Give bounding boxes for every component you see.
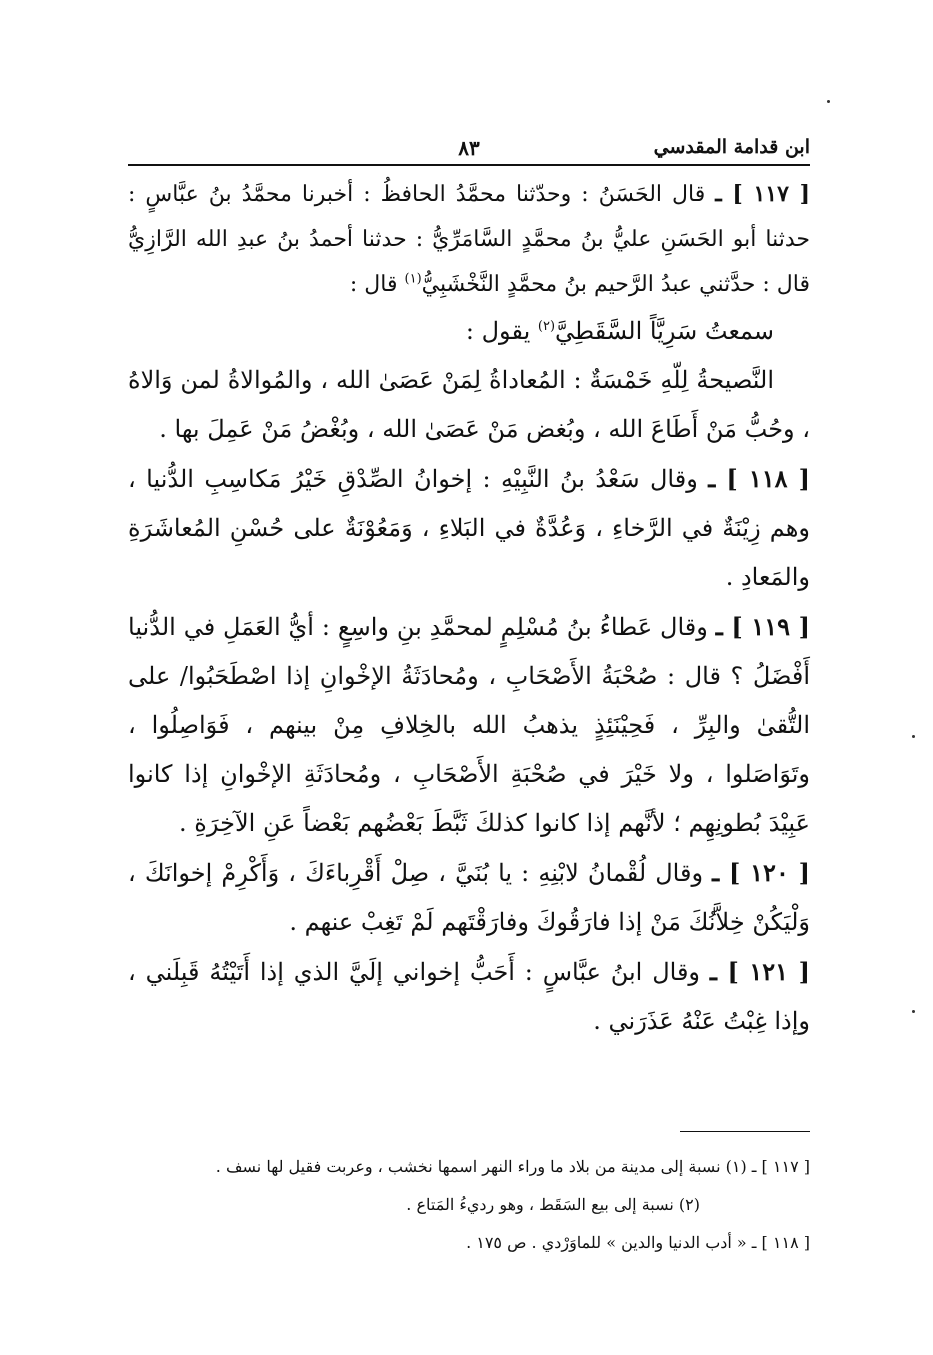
scan-speck: [827, 100, 830, 103]
item-number: [ ١٢١ ] ـ: [709, 957, 810, 986]
main-text: [128, 172, 810, 1046]
item-number: [ ١١٨ ] ـ: [708, 464, 810, 493]
footnote: [ ١١٨ ] ـ « أدب الدنيا والدين » للماوَرْدي . ص ١٧٥ .: [466, 1233, 810, 1252]
scan-speck: [912, 1010, 915, 1013]
paragraph-quote-intro: [128, 307, 810, 356]
paragraph-117: [128, 172, 810, 307]
item-number: [ ١١٩ ] ـ: [715, 612, 810, 641]
paragraph-text: وقال سَعْدُ بنُ النَّبِيْهِ : إخوانُ الصِّدْقِ خَيْرُ مَكاسِبِ الدُّنيا ، وهم زِيْنَةٌ في الرَّخاءِ ، وَعُدَّةٌ في البَلاءِ ، وَمَعُوْنَةٌ على حُسْنِ المُعاشَرَةِ والمَعادِ .: [128, 465, 810, 591]
paragraph-text: وقال ابنُ عبَّاسٍ : أَحَبُّ إخواني إلَيَّ الذي إذا أَتَيْتُهُ قَبِلَني ، وإذا غِبْتُ عَنْهُ عَذَرَني .: [128, 958, 810, 1035]
page-number: ٨٣: [458, 136, 480, 160]
paragraph-119: [128, 602, 810, 848]
paragraph-text: النَّصيحةُ لِلّهِ خَمْسَةٌ : المُعاداةُ لِمَنْ عَصَىٰ الله ، والمُوالاةُ لمن وَالاهُ ، وحُبُّ مَنْ أَطَاعَ الله ، وبُغض مَنْ عَصَىٰ الله ، وبُغْضُ مَنْ عَمِلَ بها .: [128, 366, 810, 443]
paragraph-tail: قال :: [349, 272, 405, 297]
item-number: [ ١١٧ ] ـ: [715, 181, 811, 207]
paragraph-120: [128, 848, 810, 947]
running-title: ابن قدامة المقدسي: [653, 136, 810, 158]
footnote: (٢) نسبة إلى بيع السَقَط ، وهو رديءُ المَتاع .: [406, 1195, 700, 1214]
footnote-marker: (١): [404, 271, 422, 287]
paragraph-text: قال الحَسَنُ : وحدّثنا محمَّدُ الحافظُ : أخبرنا محمَّدُ بنُ عبَّاسٍ : حدثنا أبو الحَسَنِ عليُّ بنُ محمَّدٍ السَّامَرِّيُّ : حدثنا أحمدُ بنُ عبدِ الله الرَّازِيُّ قال : حدَّثني عبدُ الرَّحيم بنُ محمَّدٍ النَّخْشَبِيُّ: [128, 182, 810, 297]
header-rule: [128, 164, 810, 166]
paragraph-118: [128, 454, 810, 602]
page-header: [128, 136, 810, 166]
paragraph-quote: [128, 356, 810, 454]
paragraph-text: وقال عَطاءُ بنُ مُسْلِمٍ لمحمَّدِ بنِ واسِعٍ : أيُّ العَمَلِ في الدُّنيا أَفْضَلُ ؟ قال : صُحْبَةُ الأَصْحَابِ ، ومُحادَثَةُ الإخْوانِ إذا اصْطَحَبُوا/ على التُّقىٰ والبِرِّ ، فَحِيْنَئِذٍ يذهبُ الله بالخِلافِ مِنْ بينهم ، فَوَاصِلُوا ، وتَوَاصَلوا ، ولا خَيْرَ في صُحْبَةِ الأَصْحَابِ ، ومُحادَثَةِ الإخْوانِ إذا كانوا عَبِيْدَ بُطونِهِم ؛ لأنَّهم إذا كانوا كذلكَ ثَبَّطَ بَعْضُهم بَعْضاً عَنِ الآخِرَةِ .: [128, 613, 811, 837]
footnote-separator: [680, 1131, 810, 1132]
item-number: [ ١٢٠ ] ـ: [712, 858, 810, 887]
paragraph-tail: يقول :: [465, 317, 538, 345]
footnote: [ ١١٧ ] ـ (١) نسبة إلى مدينة من بلاد ما وراء النهر اسمها نخشب ، وعربت فقيل لها نسف .: [215, 1157, 810, 1176]
paragraph-text: وقال لُقْمانُ لابْنِهِ : يا بُنَيَّ ، صِلْ أَقْرِباءَكَ ، وَأَكْرِمْ إخوانَكَ ، وَلْيَكُنْ خِلاَّنُكَ مَنْ إذا فارَقُوكَ وفارَقْتَهم لَمْ تَغِبْ عنهم .: [128, 859, 810, 936]
paragraph-121: [128, 947, 810, 1046]
paragraph-text: سمعتُ سَرِيَّاً السَّقَطِيَّ: [555, 317, 774, 345]
footnote-marker: (٢): [537, 319, 556, 334]
scan-speck: [912, 735, 915, 738]
footnotes: [128, 1148, 810, 1262]
